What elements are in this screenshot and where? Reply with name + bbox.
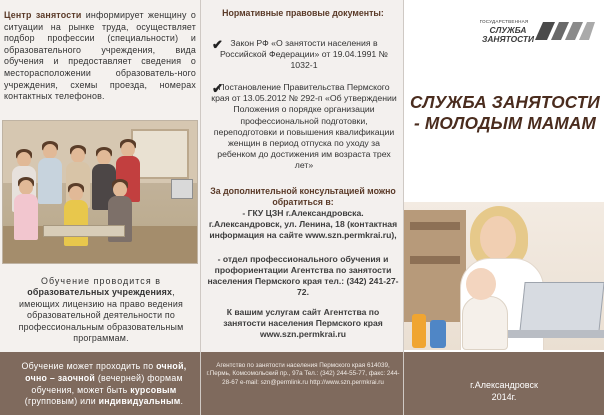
intro-body: информирует женщину о ситуации на рынке труда, осуществляет подбор профессии (специальности) и образовательного учреждения, вида обучения и предоставляет сведения о месторасположении образователь-ного учреждения, схемы проезда, номерах контактных телефонов. [4,10,196,102]
law-item-2: Постановление Правительства Пермского края от 13.05.2012 № 292-п «Об утверждении Положения о порядке организации профессиональной подготовки, переподготовки и повышения квалификации женщин в период отпуска по уходу за ребенком до достижения им возраста трех лет» [211,82,397,171]
band-bold-2: курсовым [130,384,177,395]
photo-person [37,141,63,221]
band-bold-3: индивидуальным [98,396,181,407]
left-footer-text [14,361,194,408]
logo-main-text: СЛУЖБА ЗАНЯТОСТИ [482,25,534,44]
hero-laptop-base [508,330,604,338]
hero-bottle [412,314,426,348]
band-text-4: . [180,396,184,407]
agency-contacts: Агентство по занятости населения Пермского края 614039, г.Пермь, Комсомольский пр., 97а Тел.: (342) 244-55-77, факс: 244-28-67 e-mail: szn@permlink.ru http://www.szn.permkrai.ru [206,362,400,386]
band-text-2: (вечерней) формам обучения, может быть [31,372,183,395]
legal-documents-heading: Нормативные правовые документы: [222,8,384,18]
hero-shelf-board [410,222,460,230]
training-text [6,276,196,344]
hero-laptop [519,282,604,332]
intro-lead: Центр занятости [4,10,82,20]
hero-baby-body [462,296,508,350]
service-logo-stripes-icon [535,22,595,40]
law-item-1: Закон РФ «О занятости населения в Российской Федерации» от 19.04.1991 № 1032-1 [220,38,388,71]
training-prefix: Обучение проводится в [40,276,162,286]
mother-with-baby-photo [404,202,604,350]
city-and-year [404,380,604,403]
photo-desk [43,225,125,237]
contact-department: - отдел профессионального обучения и профориентации Агентства по занятости населения Пермского края тел.: (342) 241-27-72. [207,254,399,297]
hero-bottle [430,320,446,348]
photo-person [63,183,89,259]
hero-mother-face [480,216,516,260]
hero-baby-head [466,268,496,300]
logo-small-text: ГОСУДАРСТВЕННАЯ [479,19,529,24]
band-bold-1: очной, очно – заочной [25,361,187,383]
training-strong: образовательных учреждениях [27,287,173,298]
footer-city: г.Александровск [470,380,538,390]
left-intro-text [4,10,196,103]
photo-monitor [171,179,193,199]
brochure-title: СЛУЖБА ЗАНЯТОСТИ - МОЛОДЫМ МАМАМ [410,92,600,133]
band-text-1: Обучение может проходить по [21,361,157,371]
contact-website: К вашим услугам сайт Агентства по занятости населения Пермского края www.szn.permkrai.ru [223,307,383,339]
training-rest: , имеющих лицензию на право ведения образовательной деятельности по профессиональным образовательным программам. [18,287,184,344]
hero-shelf-board [410,256,460,264]
group-photo [2,120,198,264]
band-text-3: (групповым) или [24,396,99,407]
photo-person [107,179,133,257]
checkmark-icon: ✔ [212,81,223,96]
consultation-heading: За дополнительной консультацией можно обратиться в: [210,186,396,207]
photo-person [13,177,39,257]
footer-year: 2014г. [491,391,517,402]
checkmark-icon: ✔ [212,37,223,52]
contact-address: - ГКУ ЦЗН г.Александровска. г.Александровск, ул. Ленина, 18 (контактная информация на сайте www.szn.permkrai.ru), [208,208,398,240]
